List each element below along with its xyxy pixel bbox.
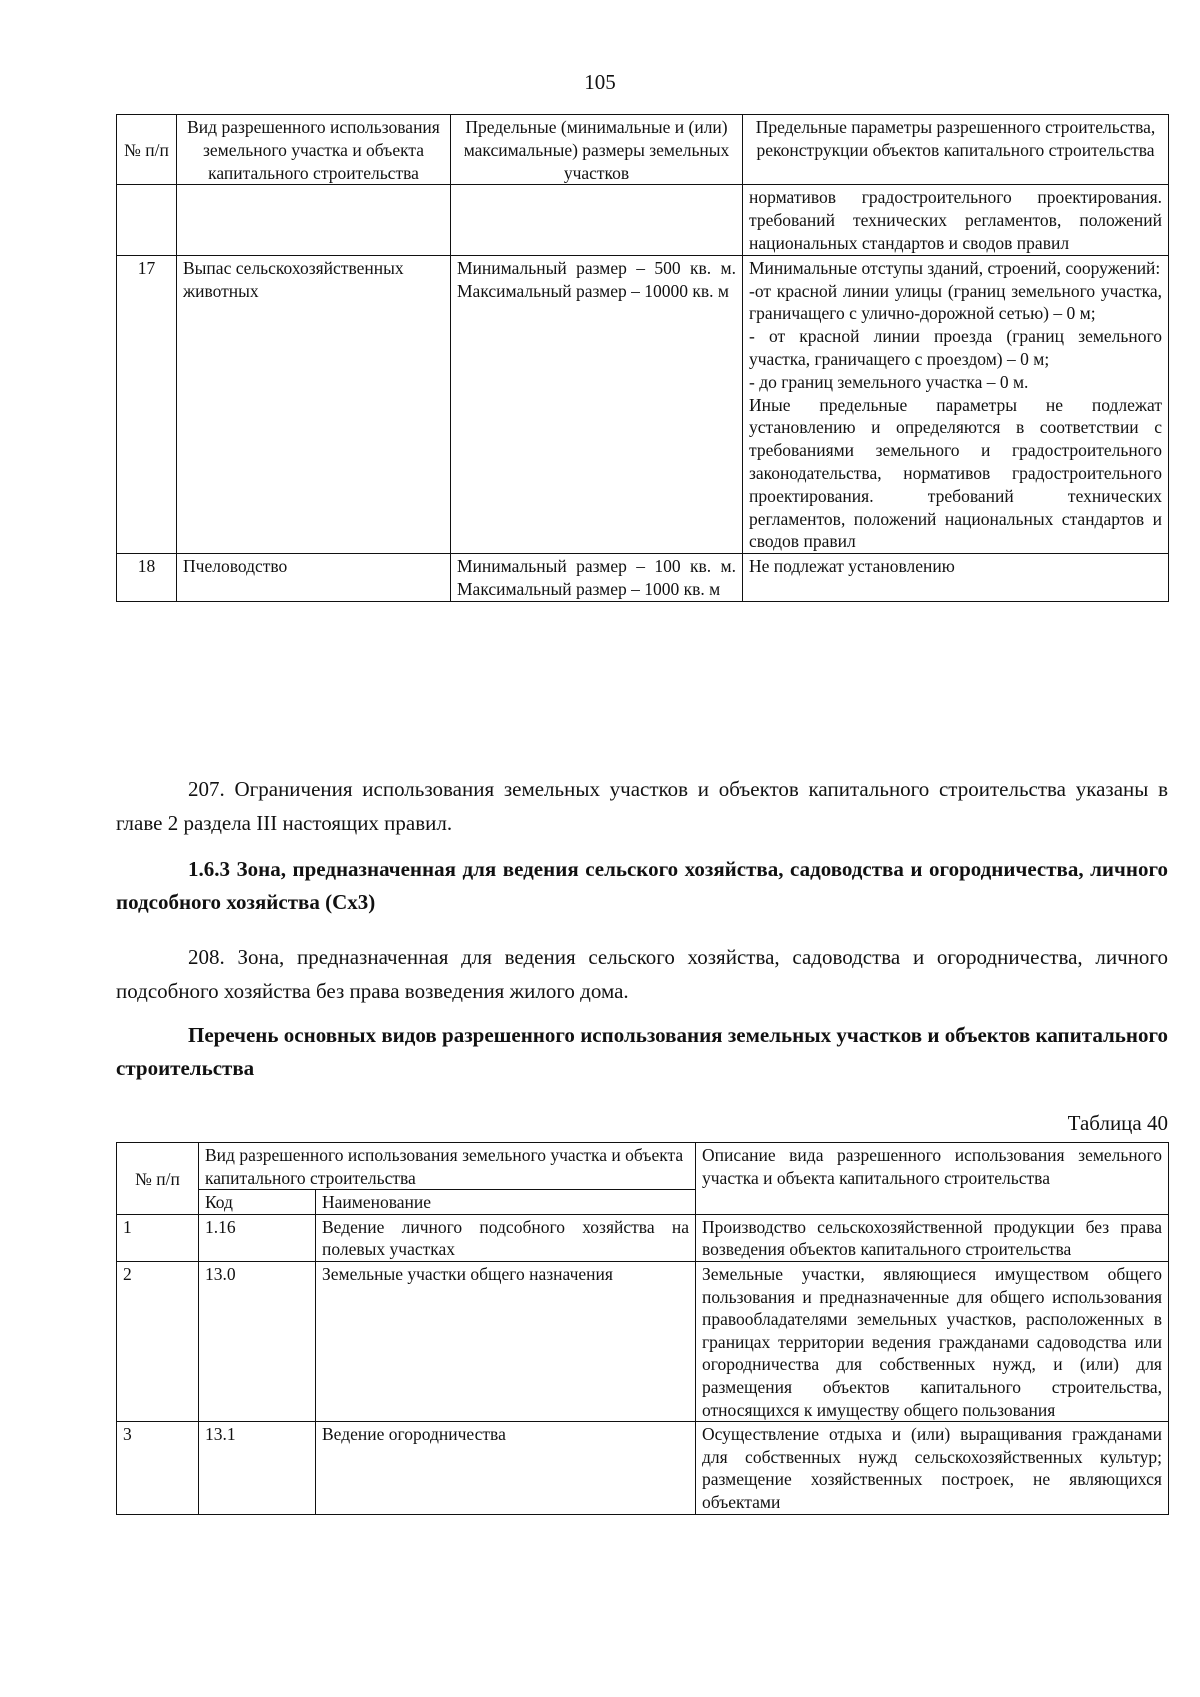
permitted-uses-table (116, 1142, 1169, 1515)
paragraph-207 (116, 772, 1168, 840)
table-row (117, 1422, 1169, 1514)
row-num: 17 (117, 255, 177, 553)
header-num: № п/п (117, 115, 177, 185)
list-heading: Перечень основных видов разрешенного использования земельных участков и объектов капитального строительства (116, 1023, 1168, 1080)
row-num: 2 (117, 1261, 199, 1421)
paragraph-number: 208. (188, 945, 225, 969)
table-header-row (117, 115, 1169, 185)
params-line: Минимальные отступы зданий, строений, сооружений: (749, 257, 1161, 278)
page-number: 105 (584, 70, 616, 94)
params-line: Иные предельные параметры не подлежат установлению и определяются в соответствии с требованиями земельного и градостроительного законодательства, нормативов градостроительного проектирования. требований технических регламентов, положений национальных стандартов и сводов правил (749, 394, 1162, 552)
row-code: 13.1 (199, 1422, 316, 1514)
paragraph-text: Ограничения использования земельных участков и объектов капитального строительства указаны в главе 2 раздела III настоящих правил. (116, 777, 1168, 835)
row-num: 1 (117, 1214, 199, 1261)
row-name: Земельные участки общего назначения (316, 1261, 696, 1421)
paragraph-number: 207. (188, 777, 225, 801)
row-params: нормативов градостроительного проектирования. требований технических регламентов, положений национальных стандартов и сводов правил (743, 185, 1169, 255)
header-use-type: Вид разрешенного использования земельного участка и объекта капитального строительства (199, 1143, 696, 1190)
header-params: Предельные параметры разрешенного строительства, реконструкции объектов капитального строительства (743, 115, 1169, 185)
header-num: № п/п (117, 1143, 199, 1215)
row-name: Ведение огородничества (316, 1422, 696, 1514)
header-name: Наименование (316, 1190, 696, 1215)
header-code: Код (199, 1190, 316, 1215)
table-row (117, 185, 1169, 255)
row-code: 13.0 (199, 1261, 316, 1421)
row-use-type: Пчеловодство (177, 554, 451, 602)
row-description: Земельные участки, являющиеся имуществом общего пользования и предназначенные для общего использования правообладателями земельных участков, расположенных в границах территории ведения гражданами садоводства или огородничества для собственных нужд, и (или) для размещения объектов капитального строительства, относящихся к имуществу общего пользования (696, 1261, 1169, 1421)
zone-heading: 1.6.3 Зона, предназначенная для ведения сельского хозяйства, садоводства и огородничества, личного подсобного хозяйства (Сх3) (116, 857, 1168, 914)
row-use-type (177, 185, 451, 255)
row-code: 1.16 (199, 1214, 316, 1261)
row-params (743, 255, 1169, 553)
table-row (117, 255, 1169, 553)
zone-parameters-table (116, 114, 1169, 602)
header-sizes: Предельные (минимальные и (или) максимальные) размеры земельных участков (451, 115, 743, 185)
row-num: 3 (117, 1422, 199, 1514)
row-num (117, 185, 177, 255)
params-line: - от красной линии проезда (границ земельного участка, граничащего с проездом) – 0 м; (749, 326, 1162, 369)
row-description: Производство сельскохозяйственной продукции без права возведения объектов капитального строительства (696, 1214, 1169, 1261)
table-row (117, 1214, 1169, 1261)
row-sizes: Минимальный размер – 500 кв. м. Максимальный размер – 10000 кв. м (451, 255, 743, 553)
row-use-type: Выпас сельскохозяйственных животных (177, 255, 451, 553)
table-header-row (117, 1143, 1169, 1190)
header-description: Описание вида разрешенного использования земельного участка и объекта капитального строительства (696, 1143, 1169, 1215)
paragraph-208 (116, 940, 1168, 1008)
row-num: 18 (117, 554, 177, 602)
row-sizes (451, 185, 743, 255)
row-name: Ведение личного подсобного хозяйства на полевых участках (316, 1214, 696, 1261)
params-line: -от красной линии улицы (границ земельного участка, граничащего с улично-дорожной сетью) – 0 м; (749, 280, 1162, 324)
table-row (117, 554, 1169, 602)
row-sizes: Минимальный размер – 100 кв. м. Максимальный размер – 1000 кв. м (451, 554, 743, 602)
paragraph-text: Зона, предназначенная для ведения сельского хозяйства, садоводства и огородничества, личного подсобного хозяйства без права возведения жилого дома. (116, 945, 1169, 1003)
table-row (117, 1261, 1169, 1421)
params-line: - до границ земельного участка – 0 м. (749, 371, 1029, 392)
header-use-type: Вид разрешенного использования земельного участка и объекта капитального строительства (177, 115, 451, 185)
row-description: Осуществление отдыха и (или) выращивания гражданами для собственных нужд сельскохозяйственных культур; размещение хозяйственных построек, не являющихся объектами (696, 1422, 1169, 1514)
row-params: Не подлежат установлению (743, 554, 1169, 602)
table-caption: Таблица 40 (1067, 1111, 1168, 1135)
